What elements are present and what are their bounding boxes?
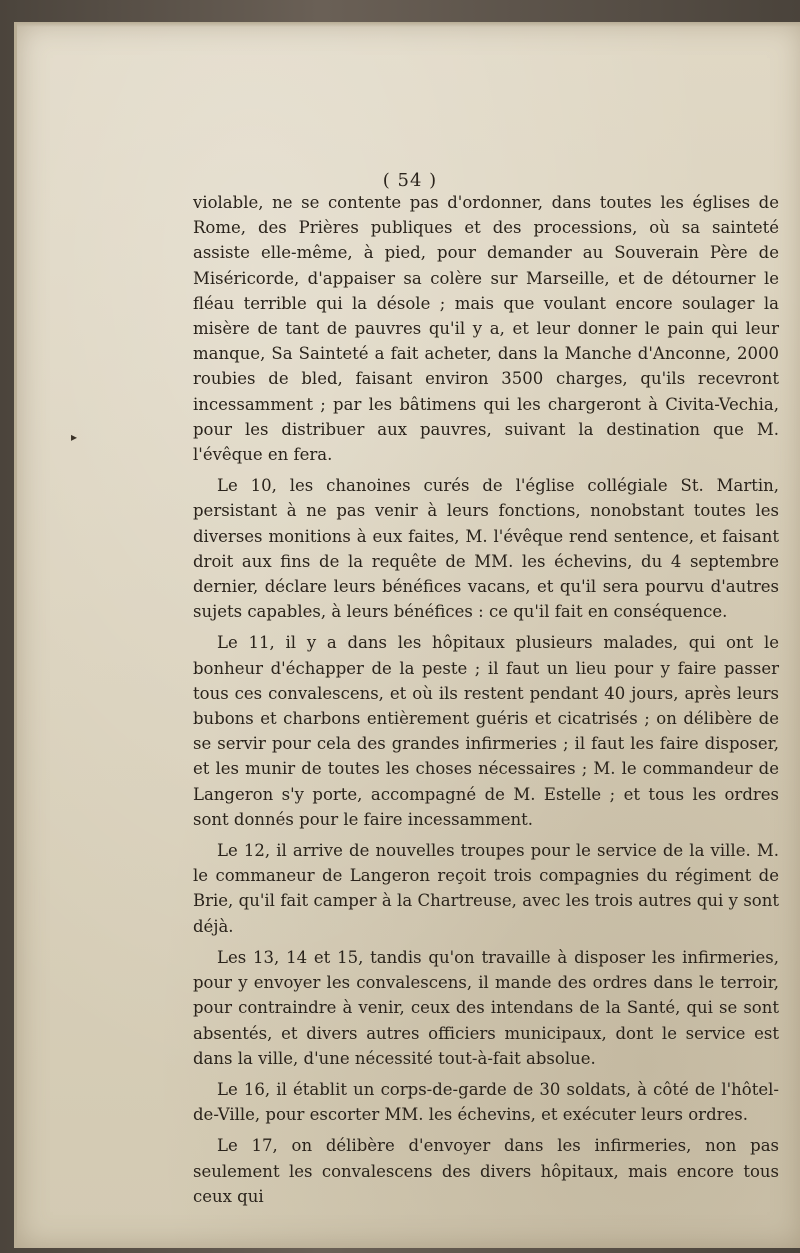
page-number-header: ( 54 )	[382, 170, 438, 191]
book-page	[14, 22, 800, 1248]
page-body-text	[193, 190, 779, 1215]
paragraph-continuation: violable, ne se contente pas d'ordonner, dans toutes les églises de Rome, des Prières publiques et des processions, où sa sainteté assiste elle-même, à pied, pour demander au Souverain Père de Miséricorde, d'appaiser sa colère sur Marseille, et de détourner le fléau terrible qui la désole ; mais que voulant encore soulager la misère de tant de pauvres qu'il y a, et leur donner le pain qui leur manque, Sa Sainteté a fait acheter, dans la Manche d'Anconne, 2000 roubies de bled, faisant environ 3500 charges, qu'ils recevront incessamment ; par les bâtimens qui les chargeront à Civita-Vechia, pour les distribuer aux pauvres, suivant la destination que M. l'évêque en fera.	[193, 193, 779, 465]
paragraph-les-13-14-15: Les 13, 14 et 15, tandis qu'on travaille à disposer les infirmeries, pour y envoyer les convalescens, il mande des ordres dans le terroir, pour contraindre à venir, ceux des intendans de la Santé, qui se sont absentés, et divers autres officiers municipaux, dont le service est dans la ville, d'une nécessité tout-à-fait absolue.	[193, 947, 779, 1068]
paragraph-le-16: Le 16, il établit un corps-de-garde de 30 soldats, à côté de l'hôtel-de-Ville, pour escorter MM. les échevins, et exécuter leurs ordres.	[193, 1079, 779, 1125]
paragraph-le-12: Le 12, il arrive de nouvelles troupes pour le service de la ville. M. le commaneur de Langeron reçoit trois compagnies du régiment de Brie, qu'il fait camper à la Chartreuse, avec les trois autres qui y sont déjà.	[193, 841, 779, 936]
paragraph-le-11: Le 11, il y a dans les hôpitaux plusieurs malades, qui ont le bonheur d'échapper de la peste ; il faut un lieu pour y faire passer tous ces convalescens, et où ils restent pendant 40 jours, après leurs bubons et charbons entièrement guéris et cicatrisés ; on délibère de se servir pour cela des grandes infirmeries ; il faut les faire disposer, et les munir de toutes les choses nécessaires ; M. le commandeur de Langeron s'y porte, accompagné de M. Estelle ; et tous les ordres sont donnés pour le faire incessamment.	[193, 633, 779, 829]
page-top-edge	[17, 22, 800, 27]
margin-mark: ▸	[71, 430, 78, 444]
paragraph-le-10: Le 10, les chanoines curés de l'église collégiale St. Martin, persistant à ne pas venir à leurs fonctions, nonobstant toutes les diverses monitions à eux faites, M. l'évêque rend sentence, et faisant droit aux fins de la requête de MM. les échevins, du 4 septembre dernier, déclare leurs bénéfices vacans, et qu'il sera pourvu d'autres sujets capables, à leurs bénéfices : ce qu'il fait en conséquence.	[193, 476, 779, 622]
paragraph-le-17: Le 17, on délibère d'envoyer dans les infirmeries, non pas seulement les convalescens des divers hôpitaux, mais encore tous ceux qui	[193, 1136, 779, 1206]
